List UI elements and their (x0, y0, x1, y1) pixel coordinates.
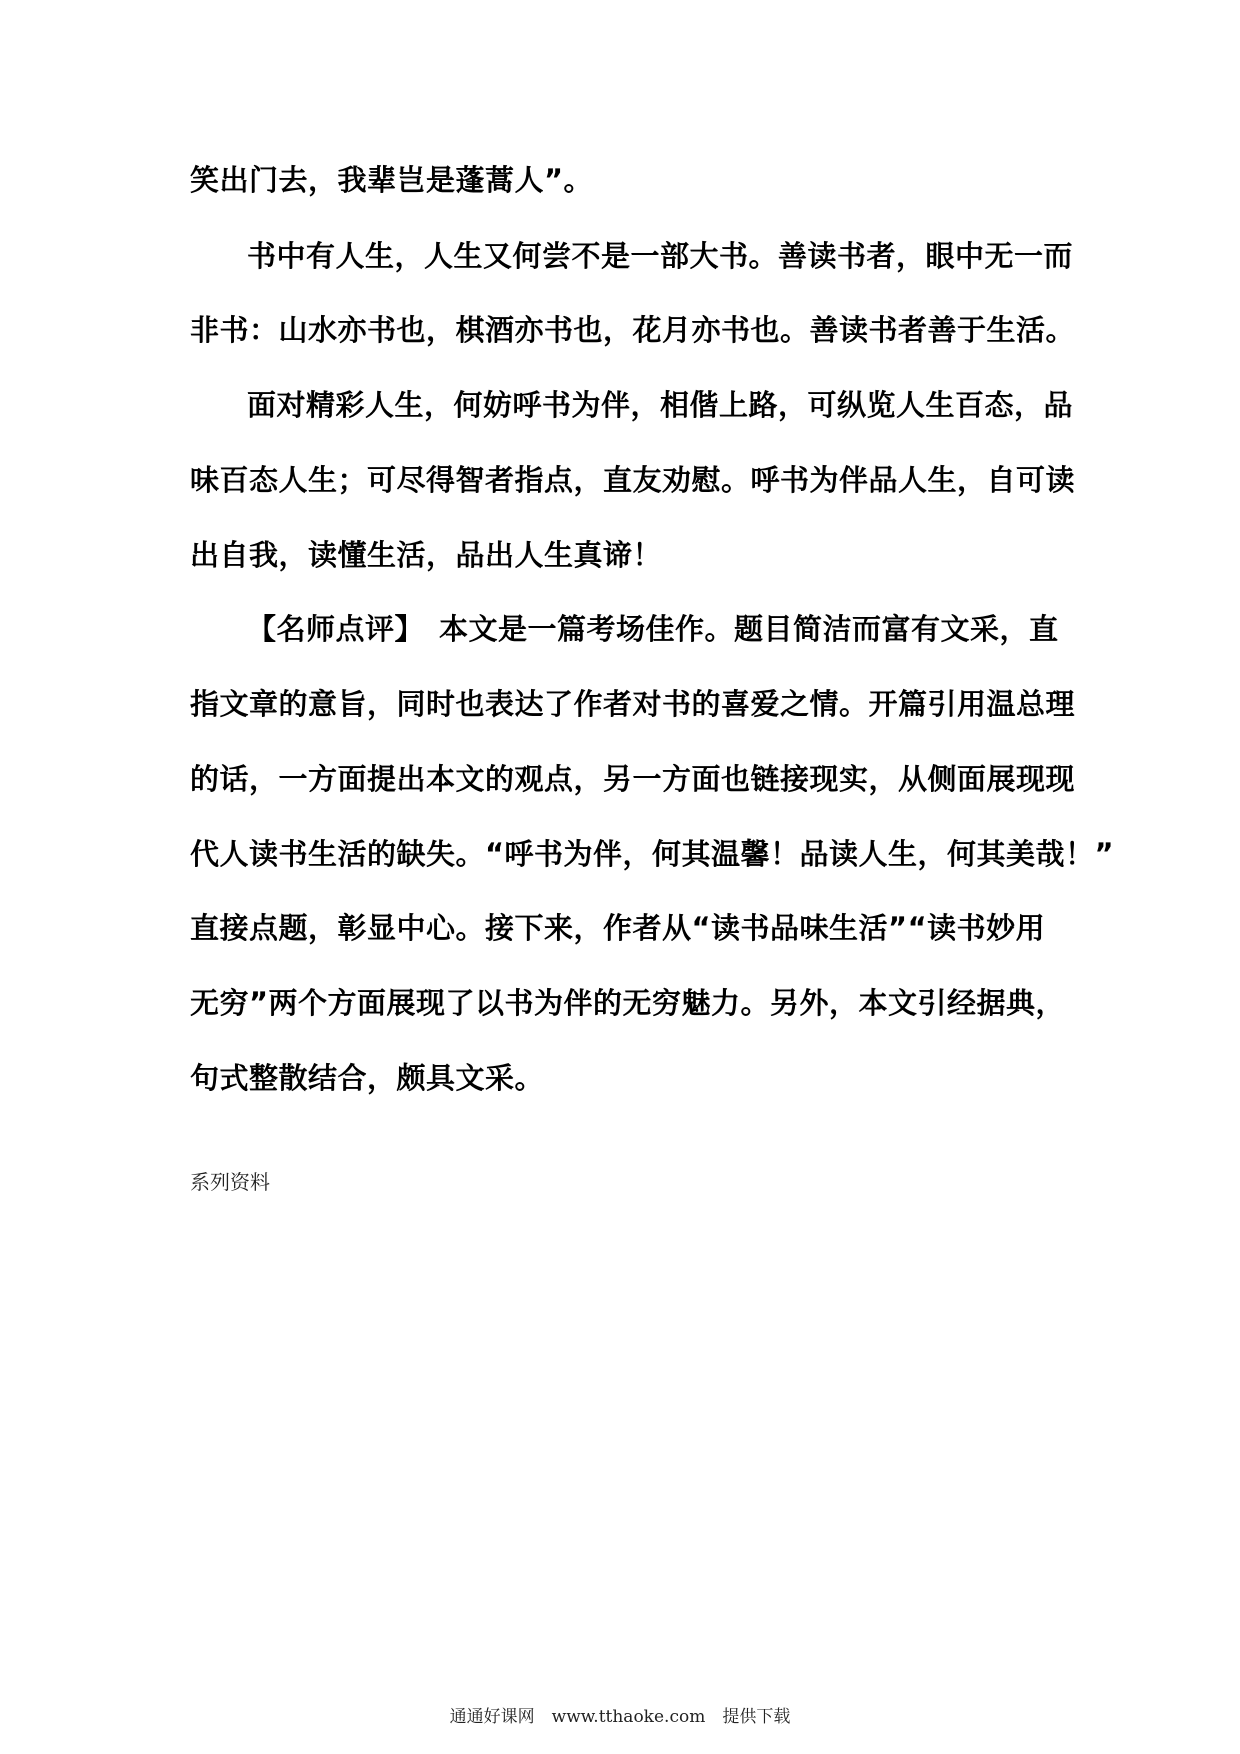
text-line: 【名师点评】 本文是一篇考场佳作。题目简洁而富有文采，直 (247, 612, 1059, 646)
text-line: 的话，一方面提出本文的观点，另一方面也链接现实，从侧面展现现 (190, 762, 1076, 796)
text-line: 书中有人生，人生又何尝不是一部大书。善读书者，眼中无一而 (247, 239, 1074, 273)
text-line: 直接点题，彰显中心。接下来，作者从“读书品味生活”“读书妙用 (190, 911, 1046, 945)
text-line: 指文章的意旨，同时也表达了作者对书的喜爱之情。开篇引用温总理 (190, 687, 1076, 721)
text-line: 面对精彩人生，何妨呼书为伴，相偕上路，可纵览人生百态，品 (247, 388, 1074, 422)
page-footer: 通通好课网 www.tthaoke.com 提供下载 (449, 1707, 791, 1727)
text-line: 出自我，读懂生活，品出人生真谛！ (190, 538, 663, 572)
text-line: 无穷”两个方面展现了以书为伴的无穷魅力。另外，本文引经据典， (190, 986, 1066, 1020)
text-line: 代人读书生活的缺失。“呼书为伴，何其温馨！品读人生，何其美哉！” (190, 837, 1115, 871)
text-line: 味百态人生；可尽得智者指点，直友劝慰。呼书为伴品人生，自可读 (190, 463, 1076, 497)
text-line: 句式整散结合，颇具文采。 (190, 1061, 545, 1095)
text-line: 笑出门去，我辈岂是蓬蒿人”。 (190, 163, 594, 197)
series-label: 系列资料 (190, 1170, 270, 1194)
text-line: 非书：山水亦书也，棋酒亦书也，花月亦书也。善读书者善于生活。 (190, 313, 1076, 347)
